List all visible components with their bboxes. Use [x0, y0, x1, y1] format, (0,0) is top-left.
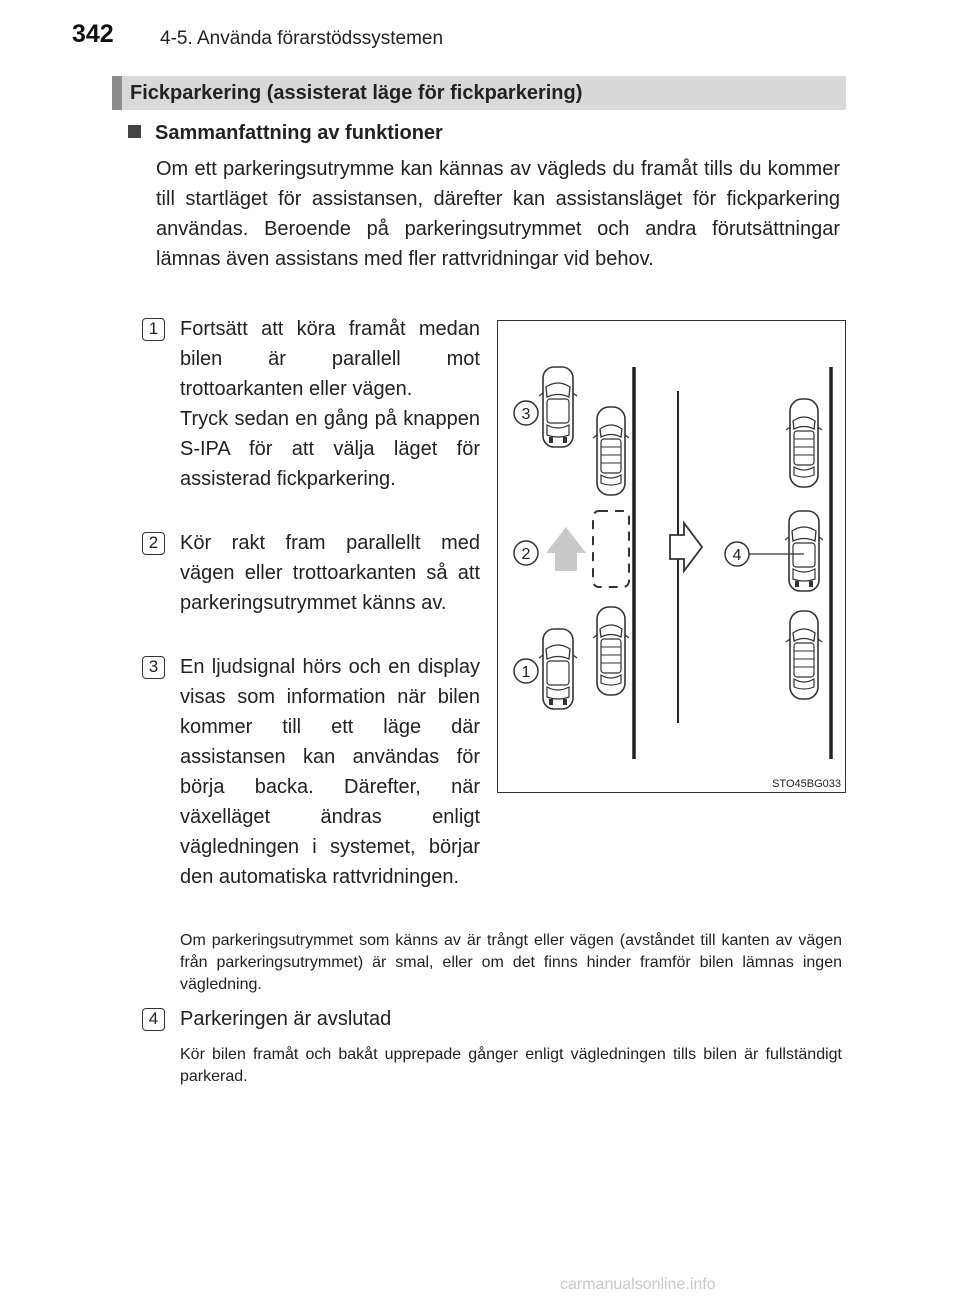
own-car-parked — [785, 511, 823, 591]
callout-2-icon — [514, 541, 538, 565]
section-title: Fickparkering (assisterat läge för fickparkering) — [130, 82, 583, 104]
step-2-text: Kör rakt fram parallellt med vägen eller trottoarkanten så att parkeringsutrymmet känns av. — [180, 532, 480, 614]
own-car-position-3 — [539, 367, 577, 447]
step-1 — [142, 314, 480, 494]
step-1-text-2: Tryck sedan en gång på knappen S-IPA för att välja läget för assisterad fickparkering. — [180, 408, 480, 490]
parking-space-outline — [593, 511, 629, 587]
parking-diagram-svg — [498, 321, 844, 791]
step-3-text: En ljudsignal hörs och en display visas som information när bilen kommer till ett läge där assistansen kan användas för börja backa. Därefter, när växelläget ändras enligt vägledningen i systemet, börjar den automatiska rattvridningen. — [180, 656, 480, 888]
step-1-number-icon: 1 — [142, 318, 165, 341]
step-4-note: Kör bilen framåt och bakåt upprepade gånger enligt vägledningen tills bilen är fullständigt parkerad. — [180, 1046, 842, 1085]
watermark: carmanualsonline.info — [560, 1276, 716, 1293]
arrow-up-icon — [546, 527, 586, 571]
own-car-position-1 — [539, 629, 577, 709]
parked-car-bottom — [593, 607, 629, 695]
right-parked-car-top — [786, 399, 822, 487]
step-2-number-icon: 2 — [142, 532, 165, 555]
section-accent — [112, 76, 122, 110]
callout-4-icon — [725, 542, 749, 566]
callout-1-icon — [514, 659, 538, 683]
step-3-number-icon: 3 — [142, 656, 165, 679]
chapter-title: 4-5. Använda förarstödssystemen — [160, 28, 444, 49]
parked-car-top — [593, 407, 629, 495]
step-4-number-icon: 4 — [142, 1008, 165, 1031]
parking-diagram — [497, 320, 846, 793]
svg-text:2: 2 — [521, 546, 531, 563]
step-3 — [142, 652, 480, 892]
summary-heading — [128, 122, 443, 145]
step-4 — [142, 1004, 391, 1034]
callout-3-icon — [514, 401, 538, 425]
section-header — [112, 76, 846, 110]
page-number: 342 — [72, 20, 114, 48]
step-3-note: Om parkeringsutrymmet som känns av är trångt eller vägen (avståndet till kanten av vägen från parkeringsutrymmet) är smal, eller om det finns hinder framför bilen lämnas ingen vägledning. — [180, 932, 842, 993]
step-1-text: Fortsätt att köra framåt medan bilen är parallell mot trottoarkanten eller vägen. — [180, 318, 480, 400]
step-2 — [142, 528, 480, 618]
summary-heading-text: Sammanfattning av funktioner — [155, 122, 443, 144]
summary-paragraph: Om ett parkeringsutrymme kan kännas av vägleds du framåt tills du kommer till startläget för assistansen, därefter kan assistansläget för fickparkering användas. Beroende på parkeringsutrymmet och andra förutsättningar lämnas även assistans med fler rattvridningar vid behov. — [156, 158, 840, 270]
svg-text:4: 4 — [732, 547, 742, 564]
step-4-text: Parkeringen är avslutad — [180, 1008, 392, 1030]
svg-text:3: 3 — [521, 406, 531, 423]
arrow-right-icon — [670, 523, 702, 571]
svg-text:1: 1 — [521, 664, 531, 681]
figure-code: STO45BG033 — [772, 778, 841, 790]
right-parked-car-bottom — [786, 611, 822, 699]
square-bullet-icon — [128, 125, 141, 138]
